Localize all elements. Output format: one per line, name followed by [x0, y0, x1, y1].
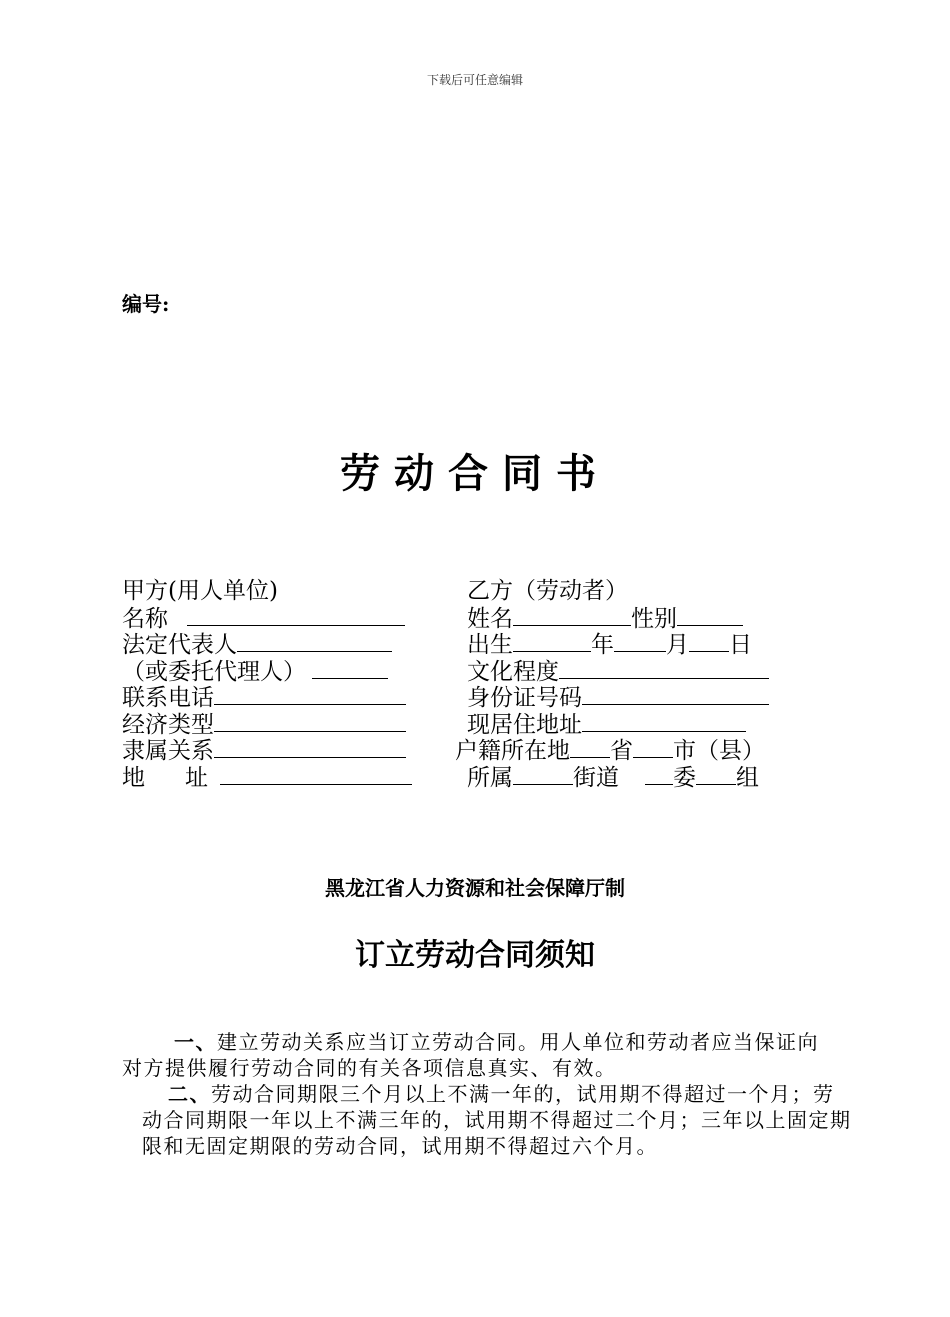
party-b-street-label: 街道 [573, 764, 619, 791]
party-b-gender-blank[interactable] [677, 605, 743, 626]
party-b-section [455, 578, 769, 790]
party-a-address-row [122, 764, 412, 791]
party-b-year-label: 年 [591, 632, 614, 658]
party-a-name-row [122, 605, 412, 632]
party-a-agent-row [122, 658, 412, 685]
party-b-committee-blank[interactable] [645, 764, 673, 785]
issuer-line: 黑龙江省人力资源和社会保障厅制 [325, 876, 625, 900]
party-b-name-label: 姓名 [467, 605, 513, 632]
party-b-residence-blank[interactable] [582, 711, 746, 732]
party-a-agent-label: （或委托代理人） [122, 658, 306, 685]
notice-paragraph-1 [122, 1029, 832, 1081]
party-a-legal-rep-label: 法定代表人 [122, 632, 237, 658]
party-a-address-label-1: 地 [122, 764, 145, 791]
party-b-city-blank[interactable] [633, 737, 673, 758]
party-b-education-row [455, 658, 769, 685]
party-b-education-label: 文化程度 [467, 658, 559, 685]
party-a-address-blank[interactable] [220, 764, 412, 785]
party-b-gender-label: 性别 [631, 605, 677, 632]
paragraph-1-text: 建立劳动关系应当订立劳动合同。用人单位和劳动者应当保证向对方提供履行劳动合同的有关各项信息真实、有效。 [122, 1030, 819, 1080]
party-b-residence-label: 现居住地址 [467, 711, 582, 738]
party-a-name-blank[interactable] [187, 605, 405, 626]
party-a-legal-rep-row [122, 631, 412, 658]
party-b-committee-label: 委 [673, 764, 696, 791]
party-b-street-blank[interactable] [513, 764, 573, 785]
party-a-phone-label: 联系电话 [122, 685, 214, 711]
party-a-name-label: 名称 [122, 605, 168, 632]
party-b-id-row [455, 684, 769, 711]
party-b-group-blank[interactable] [696, 764, 736, 785]
party-a-affiliation-label: 隶属关系 [122, 738, 214, 764]
party-b-heading: 乙方（劳动者） [467, 578, 628, 604]
party-a-address-label-2: 址 [185, 764, 208, 791]
party-b-birth-row [455, 631, 769, 658]
party-a-affiliation-blank[interactable] [214, 737, 406, 758]
party-b-birth-label: 出生 [467, 632, 513, 658]
party-a-phone-row [122, 684, 412, 711]
party-b-belongs-label: 所属 [467, 764, 513, 791]
party-a-agent-blank[interactable] [312, 658, 388, 679]
notice-title: 订立劳动合同须知 [355, 938, 595, 973]
party-b-id-label: 身份证号码 [467, 685, 582, 711]
party-b-group-label: 组 [736, 764, 759, 791]
party-b-city-label: 市（县） [673, 738, 765, 764]
paragraph-2-lead: 二、 [168, 1082, 211, 1106]
paragraph-2-text: 劳动合同期限三个月以上不满一年的，试用期不得超过一个月；劳动合同期限一年以上不满三年的，试用期不得超过二个月；三年以上固定期限和无固定期限的劳动合同，试用期不得超过六个月。 [142, 1082, 852, 1158]
party-b-day-label: 日 [729, 632, 752, 658]
party-a-affiliation-row [122, 737, 412, 764]
party-a-econ-type-blank[interactable] [214, 711, 406, 732]
document-title: 劳动合同书 [340, 450, 610, 497]
notice-paragraph-2 [122, 1081, 852, 1159]
party-b-birth-day-blank[interactable] [689, 631, 729, 652]
paragraph-1-lead: 一、 [174, 1030, 217, 1054]
party-b-education-blank[interactable] [559, 658, 769, 679]
party-b-province-label: 省 [610, 738, 633, 764]
header-note: 下载后可任意编辑 [426, 73, 523, 87]
party-a-econ-type-row [122, 711, 412, 738]
party-a-phone-blank[interactable] [214, 684, 406, 705]
party-b-name-row [455, 605, 769, 632]
party-b-belongs-row [455, 764, 769, 791]
party-b-household-label: 户籍所在地 [455, 738, 570, 764]
party-b-month-label: 月 [666, 632, 689, 658]
party-a-econ-type-label: 经济类型 [122, 711, 214, 738]
party-b-id-blank[interactable] [582, 684, 769, 705]
party-b-birth-year-blank[interactable] [513, 631, 591, 652]
party-b-household-row [455, 737, 769, 764]
party-a-heading: 甲方(用人单位) [122, 578, 278, 604]
party-b-name-blank[interactable] [513, 605, 631, 626]
party-a-legal-rep-blank[interactable] [237, 631, 392, 652]
serial-number-label: 编号: [122, 292, 170, 316]
party-b-province-blank[interactable] [570, 737, 610, 758]
party-b-birth-month-blank[interactable] [614, 631, 666, 652]
party-a-section [122, 578, 412, 790]
party-b-residence-row [455, 711, 769, 738]
